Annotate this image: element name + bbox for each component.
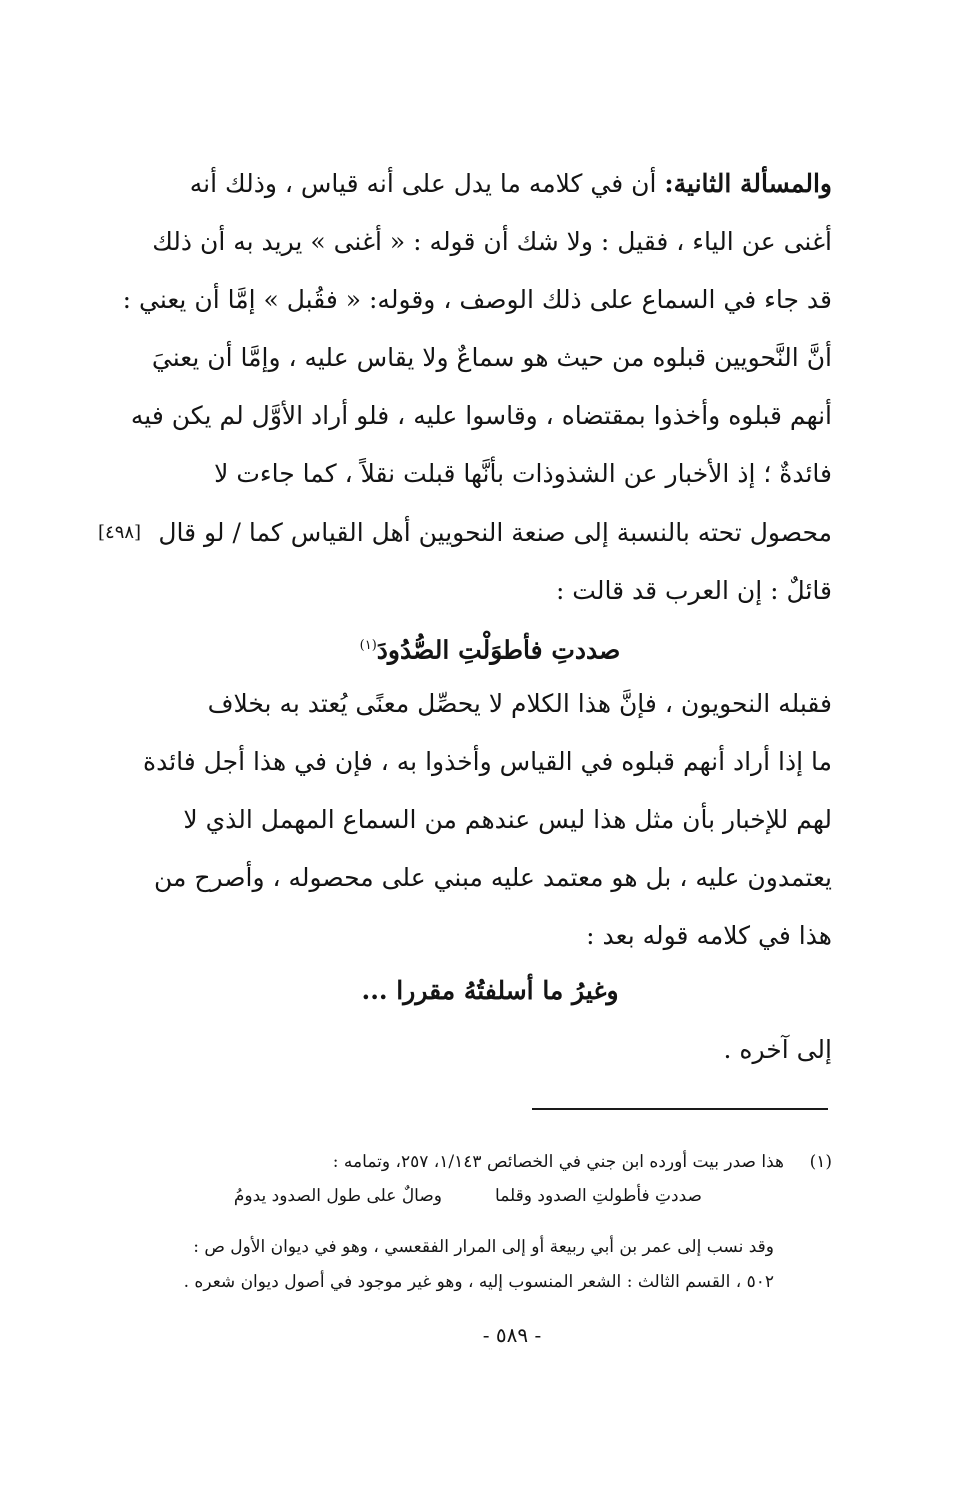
body-line-2: أغنى عن الياء ، فقيل : ولا شك أن قوله : « أغنى » يريد به أن ذلك xyxy=(152,227,832,256)
page-number: - ٥٨٩ - xyxy=(482,1323,542,1347)
body-line-6: فائدةٌ ؛ إذ الأخبار عن الشذوذات بأنَّها قبلت نقلاً ، كما جاءت لا xyxy=(214,459,832,488)
footnote-line-3: وقد نسب إلى عمر بن أبي ربيعة أو إلى المرار الفقعسي ، وهو في ديوان الأول ص : xyxy=(193,1237,774,1257)
body-line-4: أنَّ النَّحويين قبلوه من حيث هو سماعٌ ولا يقاس عليه ، وإمَّا أن يعنيَ xyxy=(151,343,832,372)
margin-page-reference: [٤٩٨] xyxy=(98,522,142,543)
footnote-verse-first-half: صددتِ فأطولتِ الصدود وقلما xyxy=(495,1186,702,1206)
body-line-5: أنهم قبلوه وأخذوا بمقتضاه ، وقاسوا عليه ، فلو أراد الأوَّل لم يكن فيه xyxy=(130,401,832,430)
body-closing-line: إلى آخره . xyxy=(723,1035,832,1064)
body-line-12: يعتمدون عليه ، بل هو معتمد عليه مبني على محصوله ، وأصرح من xyxy=(153,863,832,892)
body-line-1-text: أن في كلامه ما يدل على أنه قياس ، وذلك أنه xyxy=(189,169,657,198)
footnote-number: (١) xyxy=(809,1152,832,1172)
body-line-1 xyxy=(152,164,832,204)
footnote-line-4: ٥٠٢ ، القسم الثالث : الشعر المنسوب إليه ، وهو غير موجود في أصول ديوان شعره . xyxy=(183,1272,774,1292)
body-line-8: قائلٌ : إن العرب قد قالت : xyxy=(555,576,832,605)
body-line-13: هذا في كلامه قوله بعد : xyxy=(586,921,832,950)
section-heading: والمسألة الثانية: xyxy=(664,169,832,198)
body-line-7: محصول تحته بالنسبة إلى صنعة النحويين أهل القياس كما / لو قال xyxy=(158,518,832,547)
body-line-11: لهم للإخبار بأن مثل هذا ليس عندهم من السماع المهمل الذي لا xyxy=(183,805,832,834)
verse-quote-1-text: صددتِ فأطوَلْتِ الصُّدُودَ xyxy=(376,635,621,665)
verse-quote-1 xyxy=(150,626,830,670)
body-line-10: ما إذا أراد أنهم قبلوه في القياس وأخذوا به ، فإن في هذا أجل فائدة xyxy=(142,747,832,776)
body-line-9: فقبله النحويون ، فإنَّ هذا الكلام لا يحصِّل معنًى يُعتد به بخلاف xyxy=(207,689,832,718)
footnote-separator xyxy=(532,1108,828,1110)
footnote-reference: (١) xyxy=(359,638,377,653)
verse-quote-2: وغيرُ ما أسلفتُهُ مقررا ... xyxy=(361,976,619,1005)
footnote-line-1: هذا صدر بيت أورده ابن جني في الخصائص ١/١٤٣، ٢٥٧، وتمامه : xyxy=(332,1152,784,1172)
footnote-verse-second-half: وصالٌ على طول الصدود يدومُ xyxy=(233,1186,442,1206)
body-line-3: قد جاء في السماع على ذلك الوصف ، وقوله: « فقُبل » إمَّا أن يعني : xyxy=(122,285,832,314)
